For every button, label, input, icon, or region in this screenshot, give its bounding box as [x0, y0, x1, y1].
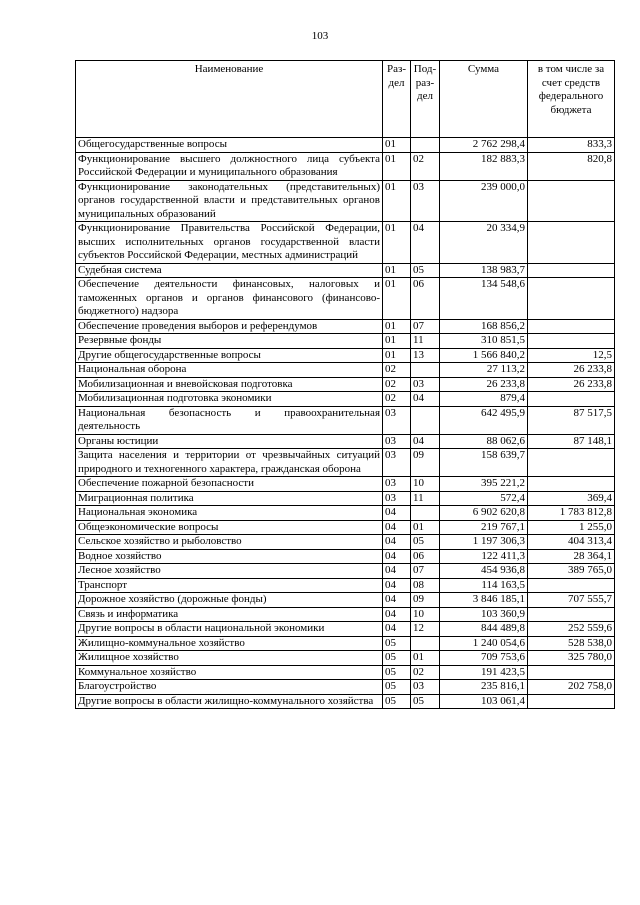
table-row — [76, 694, 615, 709]
row-podrazdel-cell — [411, 363, 440, 378]
row-name-cell: Жилищное хозяйство — [76, 651, 383, 666]
row-federal-cell: 1 255,0 — [528, 520, 615, 535]
row-podrazdel-cell — [411, 636, 440, 651]
table-row — [76, 636, 615, 651]
row-name-cell: Благоустройство — [76, 680, 383, 695]
table-body — [76, 138, 615, 709]
row-razdel-cell: 05 — [383, 680, 411, 695]
row-federal-cell — [528, 334, 615, 349]
row-federal-cell: 820,8 — [528, 152, 615, 180]
row-name-cell: Обеспечение деятельности финансовых, налоговых и таможенных органов и органов финансового (финансово-бюджетного) надзора — [76, 278, 383, 320]
row-razdel-cell: 04 — [383, 564, 411, 579]
row-razdel-cell: 03 — [383, 449, 411, 477]
row-name-cell: Функционирование высшего должностного лица субъекта Российской Федерации и муниципального образования — [76, 152, 383, 180]
row-razdel-cell: 04 — [383, 549, 411, 564]
row-razdel-cell: 04 — [383, 535, 411, 550]
row-name-cell: Резервные фонды — [76, 334, 383, 349]
table-row — [76, 578, 615, 593]
header-federal: в том числе за счет средств федерального бюджета — [528, 61, 615, 138]
row-podrazdel-cell: 04 — [411, 222, 440, 264]
table-row — [76, 348, 615, 363]
row-name-cell: Другие вопросы в области жилищно-коммунального хозяйства — [76, 694, 383, 709]
row-name-cell: Мобилизационная подготовка экономики — [76, 392, 383, 407]
row-federal-cell: 389 765,0 — [528, 564, 615, 579]
table-row — [76, 319, 615, 334]
row-razdel-cell: 04 — [383, 593, 411, 608]
header-name: Наименование — [76, 61, 383, 138]
row-razdel-cell: 01 — [383, 263, 411, 278]
row-sum-cell: 134 548,6 — [440, 278, 528, 320]
row-sum-cell: 138 983,7 — [440, 263, 528, 278]
row-sum-cell: 239 000,0 — [440, 180, 528, 222]
row-federal-cell — [528, 607, 615, 622]
row-federal-cell — [528, 263, 615, 278]
row-sum-cell: 158 639,7 — [440, 449, 528, 477]
table-row — [76, 363, 615, 378]
row-name-cell: Судебная система — [76, 263, 383, 278]
row-razdel-cell: 04 — [383, 506, 411, 521]
row-name-cell: Национальная безопасность и правоохранительная деятельность — [76, 406, 383, 434]
row-federal-cell — [528, 222, 615, 264]
row-name-cell: Общеэкономические вопросы — [76, 520, 383, 535]
row-federal-cell: 202 758,0 — [528, 680, 615, 695]
row-podrazdel-cell: 10 — [411, 607, 440, 622]
row-federal-cell — [528, 477, 615, 492]
row-name-cell: Связь и информатика — [76, 607, 383, 622]
row-sum-cell: 103 360,9 — [440, 607, 528, 622]
row-federal-cell — [528, 319, 615, 334]
table-row — [76, 449, 615, 477]
row-podrazdel-cell: 05 — [411, 535, 440, 550]
row-name-cell: Национальная оборона — [76, 363, 383, 378]
table-row — [76, 477, 615, 492]
row-name-cell: Обеспечение проведения выборов и референдумов — [76, 319, 383, 334]
row-sum-cell: 6 902 620,8 — [440, 506, 528, 521]
row-podrazdel-cell: 02 — [411, 152, 440, 180]
row-name-cell: Национальная экономика — [76, 506, 383, 521]
row-podrazdel-cell: 06 — [411, 549, 440, 564]
row-razdel-cell: 01 — [383, 152, 411, 180]
row-name-cell: Миграционная политика — [76, 491, 383, 506]
row-razdel-cell: 01 — [383, 222, 411, 264]
row-federal-cell: 833,3 — [528, 138, 615, 153]
table-row — [76, 593, 615, 608]
row-podrazdel-cell: 01 — [411, 651, 440, 666]
row-name-cell: Защита населения и территории от чрезвычайных ситуаций природного и техногенного характера, гражданская оборона — [76, 449, 383, 477]
row-razdel-cell: 05 — [383, 651, 411, 666]
table-row — [76, 138, 615, 153]
table-row — [76, 180, 615, 222]
row-razdel-cell: 01 — [383, 138, 411, 153]
table-row — [76, 651, 615, 666]
row-federal-cell: 707 555,7 — [528, 593, 615, 608]
row-sum-cell: 88 062,6 — [440, 434, 528, 449]
row-federal-cell — [528, 665, 615, 680]
row-razdel-cell: 03 — [383, 477, 411, 492]
budget-table — [75, 60, 615, 709]
row-sum-cell: 27 113,2 — [440, 363, 528, 378]
table-row — [76, 392, 615, 407]
row-federal-cell — [528, 180, 615, 222]
row-razdel-cell: 05 — [383, 665, 411, 680]
header-sum: Сумма — [440, 61, 528, 138]
row-federal-cell: 1 783 812,8 — [528, 506, 615, 521]
table-row — [76, 491, 615, 506]
row-podrazdel-cell: 06 — [411, 278, 440, 320]
row-podrazdel-cell: 09 — [411, 449, 440, 477]
table-header-row — [76, 61, 615, 138]
row-federal-cell — [528, 578, 615, 593]
row-podrazdel-cell: 01 — [411, 520, 440, 535]
row-razdel-cell: 02 — [383, 377, 411, 392]
row-federal-cell: 252 559,6 — [528, 622, 615, 637]
row-sum-cell: 168 856,2 — [440, 319, 528, 334]
row-sum-cell: 114 163,5 — [440, 578, 528, 593]
row-razdel-cell: 04 — [383, 622, 411, 637]
row-name-cell: Дорожное хозяйство (дорожные фонды) — [76, 593, 383, 608]
row-sum-cell: 122 411,3 — [440, 549, 528, 564]
row-name-cell: Функционирование законодательных (представительных) органов государственной власти и представительных органов муниципальных образований — [76, 180, 383, 222]
row-sum-cell: 191 423,5 — [440, 665, 528, 680]
row-podrazdel-cell: 11 — [411, 491, 440, 506]
row-razdel-cell: 01 — [383, 334, 411, 349]
row-razdel-cell: 01 — [383, 348, 411, 363]
row-podrazdel-cell: 09 — [411, 593, 440, 608]
row-podrazdel-cell: 10 — [411, 477, 440, 492]
table-row — [76, 406, 615, 434]
row-federal-cell: 325 780,0 — [528, 651, 615, 666]
row-razdel-cell: 04 — [383, 607, 411, 622]
row-sum-cell: 20 334,9 — [440, 222, 528, 264]
page-number: 103 — [311, 30, 329, 42]
row-sum-cell: 26 233,8 — [440, 377, 528, 392]
row-podrazdel-cell: 03 — [411, 680, 440, 695]
row-sum-cell: 219 767,1 — [440, 520, 528, 535]
row-name-cell: Другие общегосударственные вопросы — [76, 348, 383, 363]
row-name-cell: Функционирование Правительства Российской Федерации, высших исполнительных органов государственной власти субъектов Российской Федерации, местных администраций — [76, 222, 383, 264]
row-federal-cell: 26 233,8 — [528, 363, 615, 378]
row-podrazdel-cell: 04 — [411, 392, 440, 407]
row-razdel-cell: 03 — [383, 406, 411, 434]
row-podrazdel-cell: 07 — [411, 319, 440, 334]
row-sum-cell: 2 762 298,4 — [440, 138, 528, 153]
row-podrazdel-cell: 13 — [411, 348, 440, 363]
table-row — [76, 535, 615, 550]
row-razdel-cell: 04 — [383, 520, 411, 535]
row-razdel-cell: 01 — [383, 319, 411, 334]
row-podrazdel-cell: 08 — [411, 578, 440, 593]
row-name-cell: Другие вопросы в области национальной экономики — [76, 622, 383, 637]
table-row — [76, 680, 615, 695]
table-row — [76, 434, 615, 449]
row-sum-cell: 235 816,1 — [440, 680, 528, 695]
table-row — [76, 334, 615, 349]
row-podrazdel-cell: 12 — [411, 622, 440, 637]
row-sum-cell: 1 566 840,2 — [440, 348, 528, 363]
row-podrazdel-cell: 03 — [411, 180, 440, 222]
table-row — [76, 607, 615, 622]
row-federal-cell: 12,5 — [528, 348, 615, 363]
row-federal-cell — [528, 694, 615, 709]
table-row — [76, 263, 615, 278]
table-row — [76, 622, 615, 637]
row-federal-cell: 26 233,8 — [528, 377, 615, 392]
header-razdel: Раз- дел — [383, 61, 411, 138]
row-sum-cell: 310 851,5 — [440, 334, 528, 349]
row-sum-cell: 395 221,2 — [440, 477, 528, 492]
row-sum-cell: 103 061,4 — [440, 694, 528, 709]
row-name-cell: Коммунальное хозяйство — [76, 665, 383, 680]
table-row — [76, 564, 615, 579]
row-razdel-cell: 03 — [383, 434, 411, 449]
row-sum-cell: 879,4 — [440, 392, 528, 407]
row-name-cell: Обеспечение пожарной безопасности — [76, 477, 383, 492]
row-sum-cell: 572,4 — [440, 491, 528, 506]
table-row — [76, 377, 615, 392]
table-row — [76, 549, 615, 564]
row-sum-cell: 3 846 185,1 — [440, 593, 528, 608]
row-podrazdel-cell: 02 — [411, 665, 440, 680]
row-name-cell: Жилищно-коммунальное хозяйство — [76, 636, 383, 651]
row-razdel-cell: 01 — [383, 180, 411, 222]
row-sum-cell: 1 240 054,6 — [440, 636, 528, 651]
row-razdel-cell: 01 — [383, 278, 411, 320]
row-federal-cell: 528 538,0 — [528, 636, 615, 651]
table-row — [76, 152, 615, 180]
row-federal-cell: 87 148,1 — [528, 434, 615, 449]
row-federal-cell — [528, 278, 615, 320]
table-row — [76, 506, 615, 521]
row-podrazdel-cell: 05 — [411, 694, 440, 709]
row-razdel-cell: 02 — [383, 363, 411, 378]
table-row — [76, 278, 615, 320]
row-podrazdel-cell: 11 — [411, 334, 440, 349]
row-sum-cell: 642 495,9 — [440, 406, 528, 434]
row-podrazdel-cell: 07 — [411, 564, 440, 579]
row-sum-cell: 182 883,3 — [440, 152, 528, 180]
row-podrazdel-cell: 03 — [411, 377, 440, 392]
row-name-cell: Водное хозяйство — [76, 549, 383, 564]
header-podrazdel: Под- раз- дел — [411, 61, 440, 138]
row-name-cell: Мобилизационная и вневойсковая подготовка — [76, 377, 383, 392]
row-federal-cell — [528, 392, 615, 407]
row-razdel-cell: 05 — [383, 694, 411, 709]
table-row — [76, 520, 615, 535]
row-name-cell: Общегосударственные вопросы — [76, 138, 383, 153]
row-sum-cell: 709 753,6 — [440, 651, 528, 666]
row-podrazdel-cell — [411, 406, 440, 434]
row-razdel-cell: 02 — [383, 392, 411, 407]
row-name-cell: Сельское хозяйство и рыболовство — [76, 535, 383, 550]
row-sum-cell: 844 489,8 — [440, 622, 528, 637]
row-podrazdel-cell — [411, 138, 440, 153]
row-podrazdel-cell — [411, 506, 440, 521]
row-sum-cell: 454 936,8 — [440, 564, 528, 579]
row-razdel-cell: 03 — [383, 491, 411, 506]
row-razdel-cell: 04 — [383, 578, 411, 593]
row-federal-cell — [528, 449, 615, 477]
table-row — [76, 665, 615, 680]
row-podrazdel-cell: 05 — [411, 263, 440, 278]
row-razdel-cell: 05 — [383, 636, 411, 651]
row-name-cell: Лесное хозяйство — [76, 564, 383, 579]
row-podrazdel-cell: 04 — [411, 434, 440, 449]
table-row — [76, 222, 615, 264]
row-federal-cell: 404 313,4 — [528, 535, 615, 550]
row-name-cell: Транспорт — [76, 578, 383, 593]
row-name-cell: Органы юстиции — [76, 434, 383, 449]
row-federal-cell: 28 364,1 — [528, 549, 615, 564]
row-sum-cell: 1 197 306,3 — [440, 535, 528, 550]
row-federal-cell: 369,4 — [528, 491, 615, 506]
row-federal-cell: 87 517,5 — [528, 406, 615, 434]
